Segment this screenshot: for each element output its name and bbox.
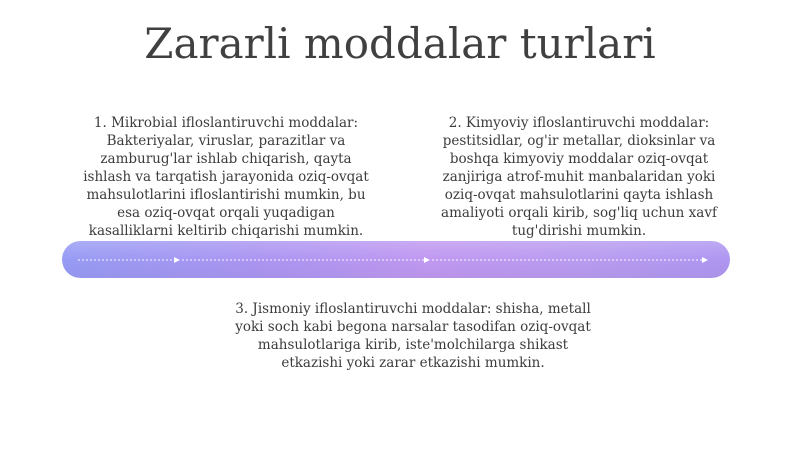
slide-title: Zararli moddalar turlari (144, 19, 656, 68)
content-block-microbial: 1. Mikrobial ifloslantiruvchi moddalar: Bakteriyalar, viruslar, parazitlar va zamburug'lar ishlab chiqarish, qayta ishlash va tarqatish jarayonida oziq-ovqat mahsulotlarini ifloslantirishi mumkin, bu esa oziq-ovqat orqali yuqadigan kasalliklarni keltirib chiqarishi mumkin. (83, 115, 369, 239)
arrow-right-icon (702, 257, 708, 263)
timeline-bar (62, 241, 730, 278)
arrow-right-icon (174, 257, 180, 263)
content-block-physical: 3. Jismoniy ifloslantiruvchi moddalar: shisha, metall yoki soch kabi begona narsalar tasodifan oziq-ovqat mahsulotlariga kirib, iste'molchilarga shikast etkazishi yoki zarar etkazishi mumkin. (235, 301, 591, 371)
content-block-chemical: 2. Kimyoviy ifloslantiruvchi moddalar: pestitsidlar, og'ir metallar, dioksinlar va boshqa kimyoviy moddalar oziq-ovqat zanjiriga atrof-muhit manbalaridan yoki oziq-ovqat mahsulotlarini qayta ishlash amaliyoti orqali kirib, sog'liq uchun xavf tug'dirishi mumkin. (441, 115, 717, 239)
timeline-arrows (62, 241, 730, 278)
arrow-right-icon (424, 257, 430, 263)
